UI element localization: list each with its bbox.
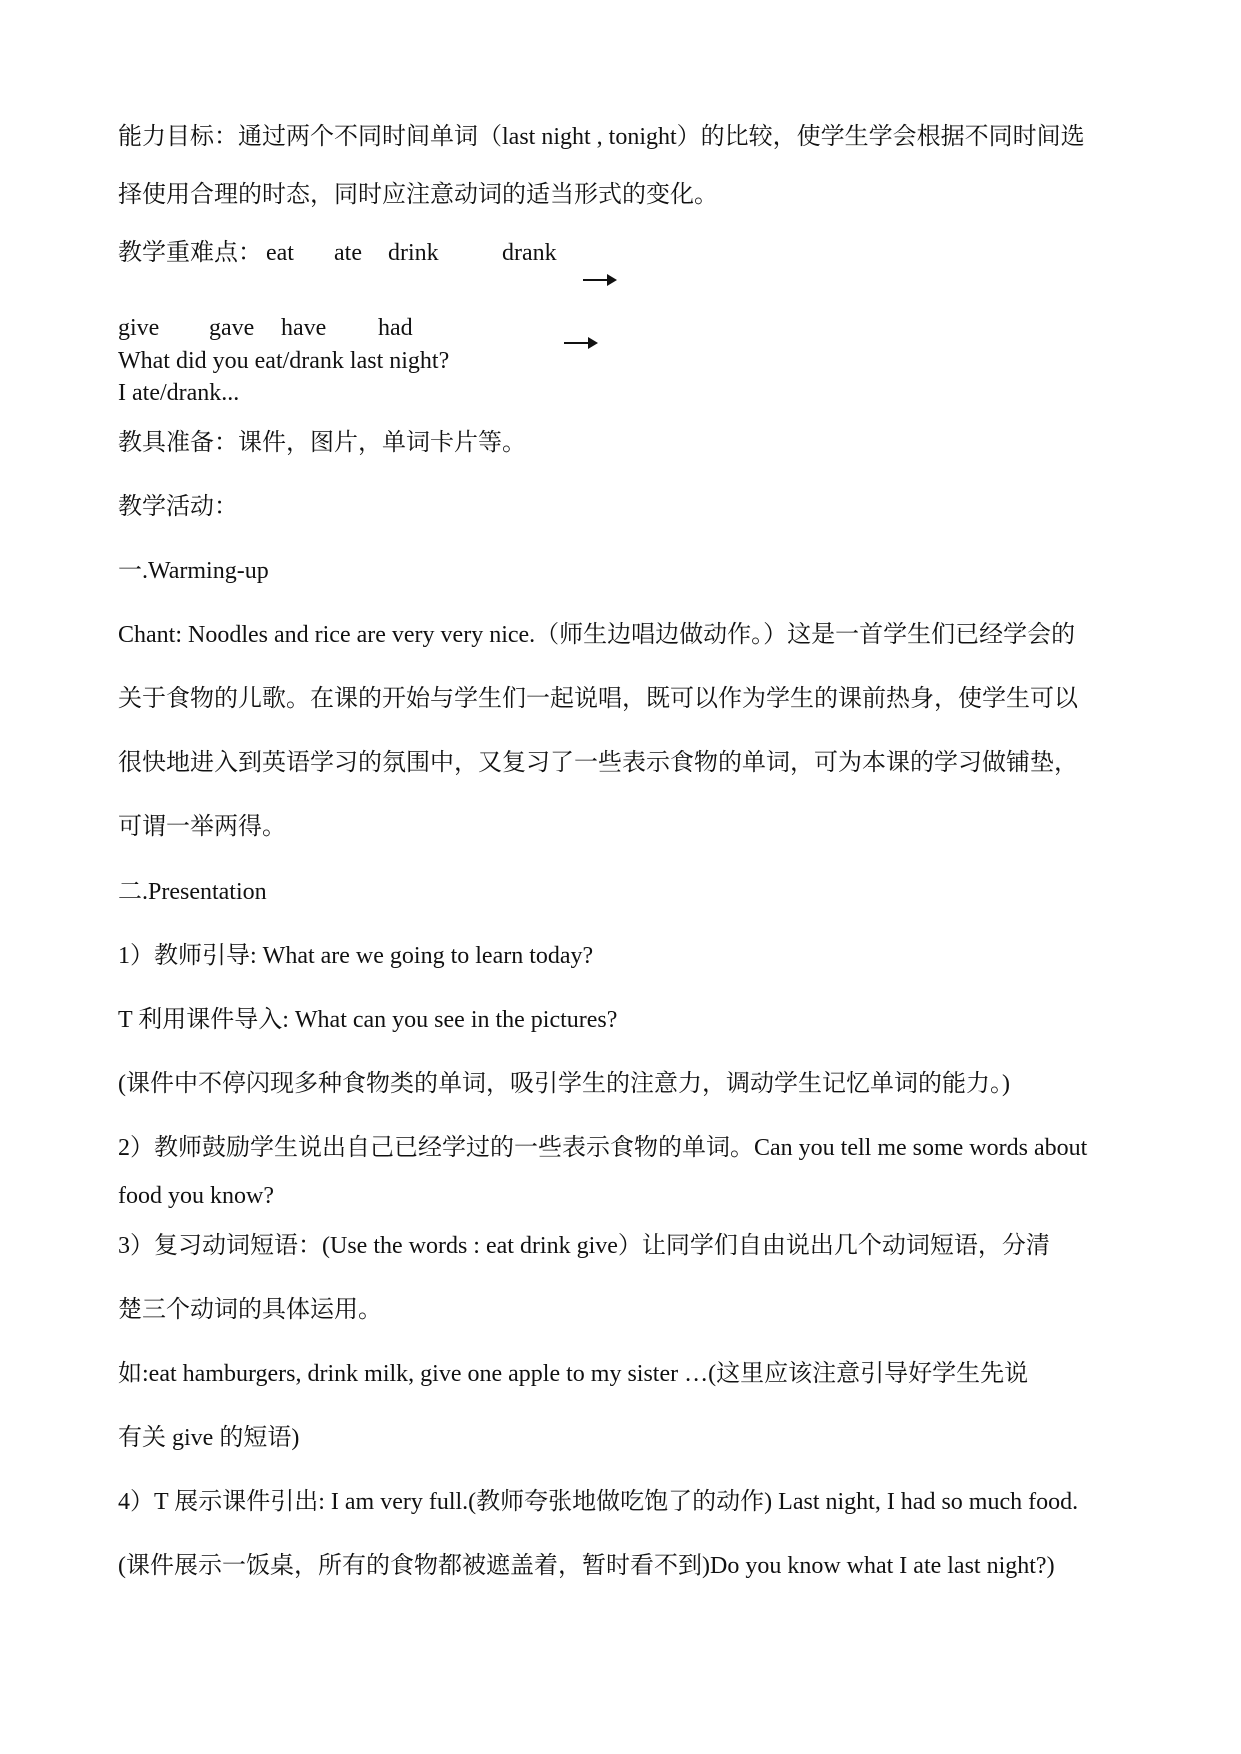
section-warming-up: 一.Warming-up (118, 558, 269, 584)
word-drank: drank (502, 240, 557, 266)
presentation-step-4-line-1: 4）T 展示课件引出: I am very full.(教师夸张地做吃饱了的动作) Last night, I had so much food. (118, 1489, 1079, 1515)
presentation-note: (课件中不停闪现多种食物类的单词，吸引学生的注意力，调动学生记忆单词的能力。) (118, 1071, 1010, 1097)
section-presentation: 二.Presentation (118, 879, 267, 905)
answer-line: I ate/drank... (118, 380, 240, 406)
word-give: give (118, 315, 160, 341)
ability-goal-line-2: 择使用合理的时态，同时应注意动词的适当形式的变化。 (118, 182, 718, 208)
activities-heading: 教学活动： (118, 494, 238, 520)
word-eat: eat (266, 240, 294, 266)
word-have: have (281, 315, 327, 341)
question-line: What did you eat/drank last night? (118, 348, 450, 374)
arrow-icon (564, 342, 596, 344)
teaching-tools: 教具准备：课件，图片，单词卡片等。 (118, 430, 526, 456)
presentation-step-3-line-2: 楚三个动词的具体运用。 (118, 1297, 382, 1323)
presentation-step-t: T 利用课件导入: What can you see in the pictures? (118, 1007, 618, 1033)
example-line-2: 有关 give 的短语) (118, 1425, 300, 1451)
word-ate: ate (334, 240, 362, 266)
presentation-step-4-line-2: (课件展示一饭桌，所有的食物都被遮盖着，暂时看不到)Do you know what I ate last night?) (118, 1553, 1055, 1579)
chant-paragraph-line-4: 可谓一举两得。 (118, 814, 286, 840)
word-gave: gave (209, 315, 255, 341)
word-had: had (378, 315, 413, 341)
key-points-label: 教学重难点： (118, 240, 262, 266)
ability-goal-line-1: 能力目标：通过两个不同时间单词（last night , tonight）的比较，使学生学会根据不同时间选 (118, 124, 1085, 150)
presentation-step-3-line-1: 3）复习动词短语：(Use the words : eat drink give）让同学们自由说出几个动词短语，分清 (118, 1233, 1050, 1259)
example-line-1: 如:eat hamburgers, drink milk, give one apple to my sister …(这里应该注意引导好学生先说 (118, 1361, 1029, 1387)
chant-paragraph-line-1: Chant: Noodles and rice are very very nice.（师生边唱边做动作。）这是一首学生们已经学会的 (118, 622, 1076, 648)
presentation-step-2-line-2: food you know? (118, 1183, 274, 1209)
presentation-step-1: 1）教师引导: What are we going to learn today? (118, 943, 594, 969)
chant-paragraph-line-3: 很快地进入到英语学习的氛围中，又复习了一些表示食物的单词，可为本课的学习做铺垫， (118, 750, 1078, 776)
word-drink: drink (388, 240, 439, 266)
arrow-icon (583, 279, 615, 281)
presentation-step-2-line-1: 2）教师鼓励学生说出自己已经学过的一些表示食物的单词。Can you tell me some words about (118, 1135, 1088, 1161)
chant-paragraph-line-2: 关于食物的儿歌。在课的开始与学生们一起说唱，既可以作为学生的课前热身，使学生可以 (118, 686, 1078, 712)
